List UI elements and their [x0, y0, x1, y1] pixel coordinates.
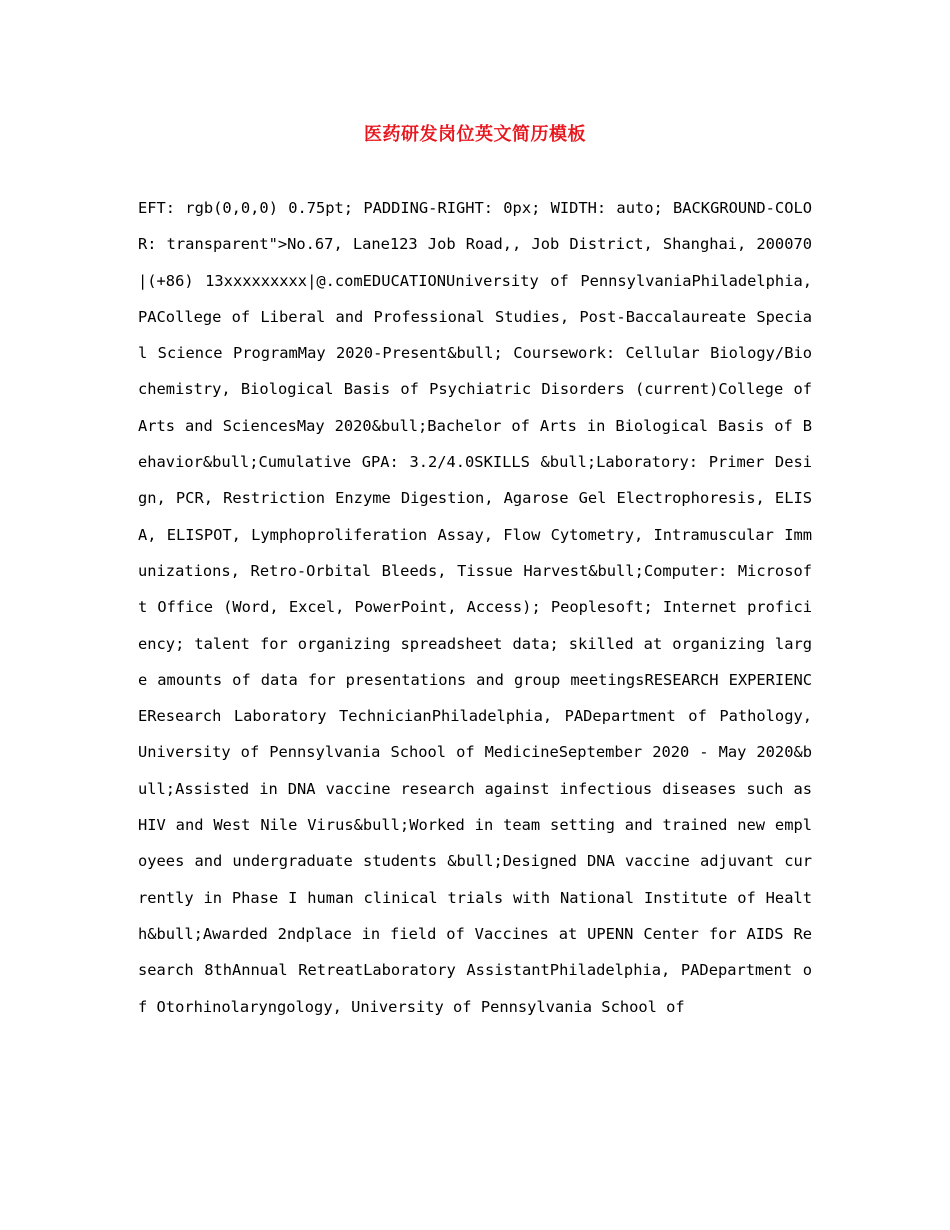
- resume-body-text: EFT: rgb(0,0,0) 0.75pt; PADDING-RIGHT: 0px; WIDTH: auto; BACKGROUND-COLOR: transparent">No.67, Lane123 Job Road,, Job District, Shanghai, 200070|(+86) 13xxxxxxxxx|@.comEDUCATIONUniversity of PennsylvaniaPhiladelphia, PACollege of Liberal and Professional Studies, Post-Baccalaureate Special Science ProgramMay 2020-Present&bull; Coursework: Cellular Biology/Biochemistry, Biological Basis of Psychiatric Disorders (current)College of Arts and SciencesMay 2020&bull;Bachelor of Arts in Biological Basis of Behavior&bull;Cumulative GPA: 3.2/4.0SKILLS &bull;Laboratory: Primer Design, PCR, Restriction Enzyme Digestion, Agarose Gel Electrophoresis, ELISA, ELISPOT, Lymphoproliferation Assay, Flow Cytometry, Intramuscular Immunizations, Retro-Orbital Bleeds, Tissue Harvest&bull;Computer: Microsoft Office (Word, Excel, PowerPoint, Access); Peoplesoft; Internet proficiency; talent for organizing spreadsheet data; skilled at organizing large amounts of data for presentations and group meetingsRESEARCH EXPERIENCEResearch Laboratory TechnicianPhiladelphia, PADepartment of Pathology, University of Pennsylvania School of MedicineSeptember 2020 - May 2020&bull;Assisted in DNA vaccine research against infectious diseases such as HIV and West Nile Virus&bull;Worked in team setting and trained new employees and undergraduate students &bull;Designed DNA vaccine adjuvant currently in Phase I human clinical trials with National Institute of Health&bull;Awarded 2ndplace in field of Vaccines at UPENN Center for AIDS Research 8thAnnual RetreatLaboratory AssistantPhiladelphia, PADepartment of Otorhinolaryngology, University of Pennsylvania School of: [138, 199, 812, 1016]
- document-title: 医药研发岗位英文简历模板: [364, 124, 586, 145]
